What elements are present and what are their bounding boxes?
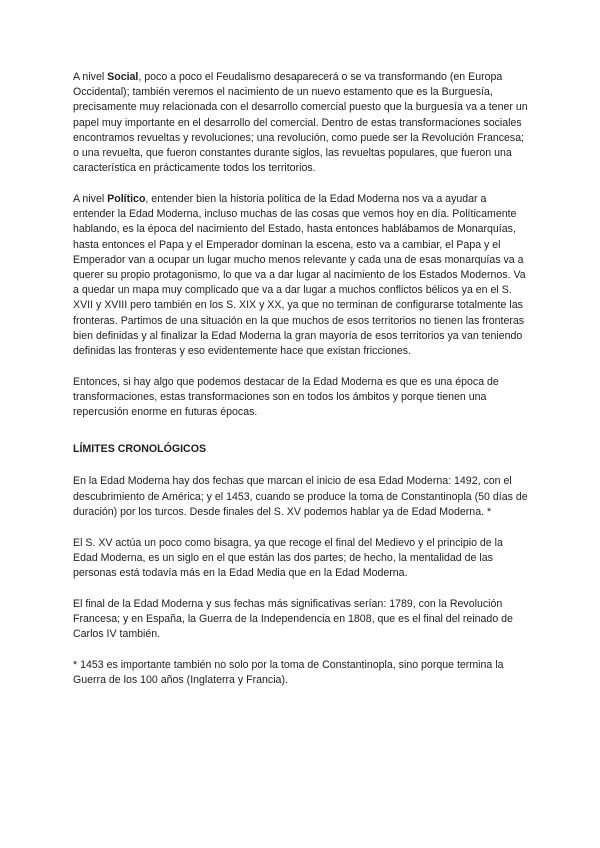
paragraph-politico-keyword: Político — [107, 192, 146, 205]
paragraph-politico-text: , entender bien la historia política de la Edad Moderna nos va a ayudar a entender la Edad Moderna, incluso muchas de las cosas que vemos hoy en día. Políticamente hablando, es la época del nacimiento del Estado, hasta entonces hablábamos de Monarquías, hasta entonces el Papa y el Emperador dominan la escena, esto va a cambiar, el Papa y el Emperador van a ocupar un lugar mucho menos relevante y cada una de esas monarquías va a querer su propio protagonismo, lo que va a dar lugar al nacimiento de los Estados Modernos. Va a quedar un mapa muy complicado que va a dar lugar a muchos conflictos bélicos ya en el S. XVII y XVIII pero también en los S. XIX y XX, ya que no terminan de configurarse totalmente las fronteras. Partimos de una situación en la que muchos de esos territorios no tienen las fronteras bien definidas y al finalizar la Edad Moderna la gran mayoría de esos territorios ya van teniendo definidas las fronteras y eso evidentemente hace que existan fricciones. — [73, 192, 526, 357]
paragraph-fechas: En la Edad Moderna hay dos fechas que marcan el inicio de esa Edad Moderna: 1492, con el descubrimiento de América; y el 1453, cuando se produce la toma de Constantinopla (50 días de duración) por los turcos. Desde finales del S. XV podemos hablar ya de Edad Moderna. * — [73, 475, 528, 518]
paragraph-social-text: , poco a poco el Feudalismo desaparecerá o se va transformando (en Europa Occidental); también veremos el nacimiento de un nuevo estamento que es la Burguesía, precisamente muy relacionada con el desarrollo comercial puesto que la burguesía va a tener un papel muy importante en el desarrollo del comercial. Dentro de estas transformaciones sociales encontramos revueltas y revoluciones; una revolución, como puede ser la Revolución Francesa; o una revuelta, que fueron constantes durante siglos, las revueltas populares, que fueron una característica en prácticamente todos los territorios. — [73, 71, 528, 175]
paragraph-social — [73, 70, 528, 176]
paragraph-politico — [73, 192, 528, 359]
footnote: * 1453 es importante también no solo por la toma de Constantinopla, sino porque termina la Guerra de los 100 años (Inglaterra y Francia). — [73, 658, 504, 686]
paragraph-social-keyword: Social — [107, 71, 139, 83]
paragraph-bisagra: El S. XV actúa un poco como bisagra, ya que recoge el final del Medievo y el principio de la Edad Moderna, es un siglo en el que están las dos partes; de hecho, la mentalidad de las personas está todavía más en la Edad Media que en la Edad Moderna. — [73, 536, 503, 579]
paragraph-entonces: Entonces, si hay algo que podemos destacar de la Edad Moderna es que es una época de transformaciones, estas transformaciones son en todos los ámbitos y porque tienen una repercusión enorme en futuras épocas. — [73, 375, 499, 419]
paragraph-final: El final de la Edad Moderna y sus fechas más significativas serían: 1789, con la Revolución Francesa; y en España, la Guerra de la Independencia en 1808, que es el final del reinado de Carlos IV también. — [73, 597, 513, 641]
document-page — [73, 70, 528, 704]
paragraph-social-prefix: A nivel — [73, 71, 108, 83]
section-heading: LÍMITES CRONOLÓGICOS — [73, 443, 207, 456]
paragraph-politico-prefix: A nivel — [73, 192, 108, 205]
